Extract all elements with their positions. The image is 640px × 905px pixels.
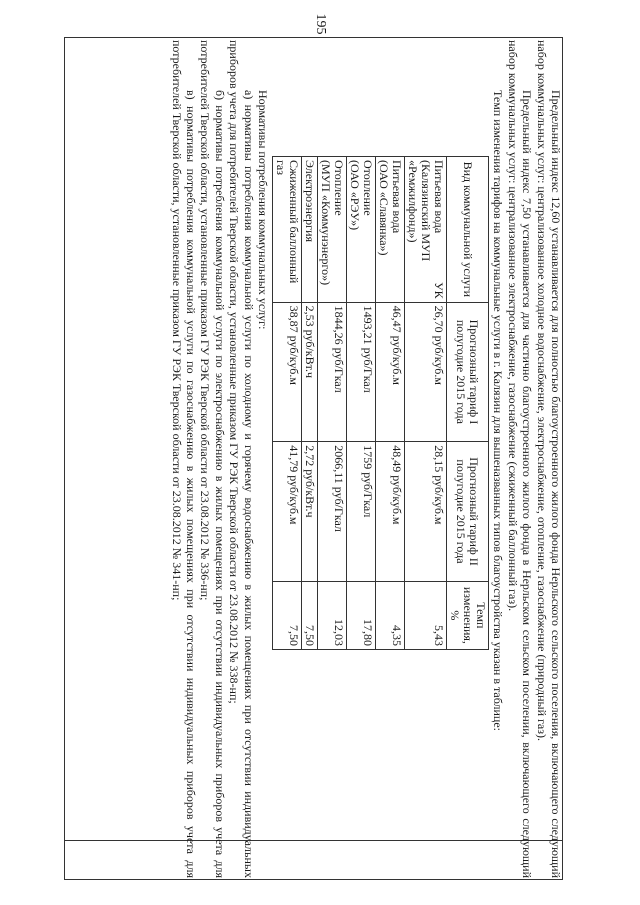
- service-name: Питьевая вода: [389, 160, 404, 234]
- tariff-h2-cell: 1759 руб/Гкал: [346, 442, 375, 582]
- rate-cell: 7,50: [272, 581, 301, 649]
- service-provider: (МУП «Коммунэнерго»): [318, 160, 333, 286]
- tariff-h2-cell: 2066,11 руб/Гкал: [317, 442, 346, 582]
- tariff-h1-cell: 26,70 руб/куб.м: [404, 302, 446, 442]
- service-provider: «Ремжилфонд»): [405, 160, 420, 243]
- rate-cell: 4,35: [375, 581, 404, 649]
- service-provider: (ОАО «РЭУ»): [347, 160, 362, 231]
- header-service: Вид коммунальной услуги: [446, 157, 488, 303]
- tariff-h1-cell: 2,53 руб/кВт.ч: [301, 302, 317, 442]
- service-name: Питьевая вода (Калязинский МУП: [418, 160, 446, 262]
- service-org: УК: [431, 282, 446, 299]
- tariff-h2-cell: 28,15 руб/куб.м: [404, 442, 446, 582]
- table-row: [404, 157, 446, 650]
- rate-cell: 5,43: [404, 581, 446, 649]
- consumption-norms: [169, 40, 270, 878]
- page-number: 195: [313, 13, 328, 35]
- norms-heading: Нормативы потребления коммунальных услуг:: [255, 90, 270, 330]
- table-row: [272, 157, 301, 650]
- tariff-table: [272, 156, 489, 650]
- table-row: [317, 157, 346, 650]
- service-cell: [317, 157, 346, 303]
- norm-item-water: а) нормативы потребления коммунальной услуги по холодному и горячему водоснабжению в жилых помещениях при отсутствии индивидуальных приборов учета для потребителей Тверской области, установленные приказом ГУ РЭК Тверской области от 23.08.2012 № 338-нп;: [227, 40, 256, 878]
- service-cell: Электроэнергия: [301, 157, 317, 303]
- tariff-h1-cell: 1493,21 руб/Гкал: [346, 302, 375, 442]
- header-tariff-h2: Прогнозный тариф II полугодие 2015 года: [446, 442, 488, 582]
- service-cell: [346, 157, 375, 303]
- tariff-h2-cell: 48,49 руб/куб.м: [375, 442, 404, 582]
- tariff-table-header-row: [446, 157, 488, 650]
- service-name: Отопление: [360, 160, 375, 216]
- service-name: Отопление: [331, 160, 346, 216]
- rate-cell: 17,80: [346, 581, 375, 649]
- norm-item-electricity: б) нормативы потребления коммунальной услуги по электроснабжению в жилых помещениях при отсутствии индивидуальных приборов учета для потребителей Тверской области, установленные приказом ГУ РЭК Тверской области от 23.08.2012 № 336-нп;: [198, 40, 227, 878]
- rate-cell: 7,50: [301, 581, 317, 649]
- tariff-h1-cell: 38,87 руб/куб.м: [272, 302, 301, 442]
- service-cell: [375, 157, 404, 303]
- norm-item-gas: в) нормативы потребления коммунальной услуги по газоснабжению в жилых помещениях при отсутствии индивидуальных приборов учета для потребителей Тверской области, установленные приказом ГУ РЭК Тверской области от 23.08.2012 № 341-нп;: [169, 40, 198, 878]
- table-row: [375, 157, 404, 650]
- table-row: [346, 157, 375, 650]
- header-tariff-h1: Прогнозный тариф I полугодие 2015 года: [446, 302, 488, 442]
- tariff-h1-cell: 1844,26 руб/Гкал: [317, 302, 346, 442]
- table-row: [301, 157, 317, 650]
- tariff-h2-cell: 2,72 руб/кВт.ч: [301, 442, 317, 582]
- service-provider: (ОАО «Славянка»): [376, 160, 391, 256]
- service-cell: Сжиженный баллонный газ: [272, 157, 301, 303]
- header-rate: Темп изменения, %: [446, 581, 488, 649]
- paragraph-index-partial: Предельный индекс 7,50 устанавливается для частично благоустроенного жилого фонда в Нерльском сельском поселении, включающего следующий набор коммунальных услуг: централизованное электроснабжение, газоснабжение (сжиженный баллонный газ).: [505, 40, 535, 878]
- rotated-document-body: [66, 40, 563, 878]
- rate-cell: 12,03: [317, 581, 346, 649]
- tariff-h1-cell: 46,47 руб/куб.м: [375, 302, 404, 442]
- service-cell: [404, 157, 446, 303]
- paragraph-table-intro: Темп изменения тарифов на коммунальные услуги в г. Калязин для вышеназванных типов благоустройства указан в таблице:: [491, 90, 506, 731]
- tariff-h2-cell: 41,79 руб/куб.м: [272, 442, 301, 582]
- paragraph-index-full: Предельный индекс 12,60 устанавливается для полностью благоустроенного жилого фонда Нерльского сельского поселения, включающего следующий набор коммунальных услуг: централизованное холодное водоснабжение, электроснабжение, отопление, газоснабжение (природный газ).: [534, 40, 563, 878]
